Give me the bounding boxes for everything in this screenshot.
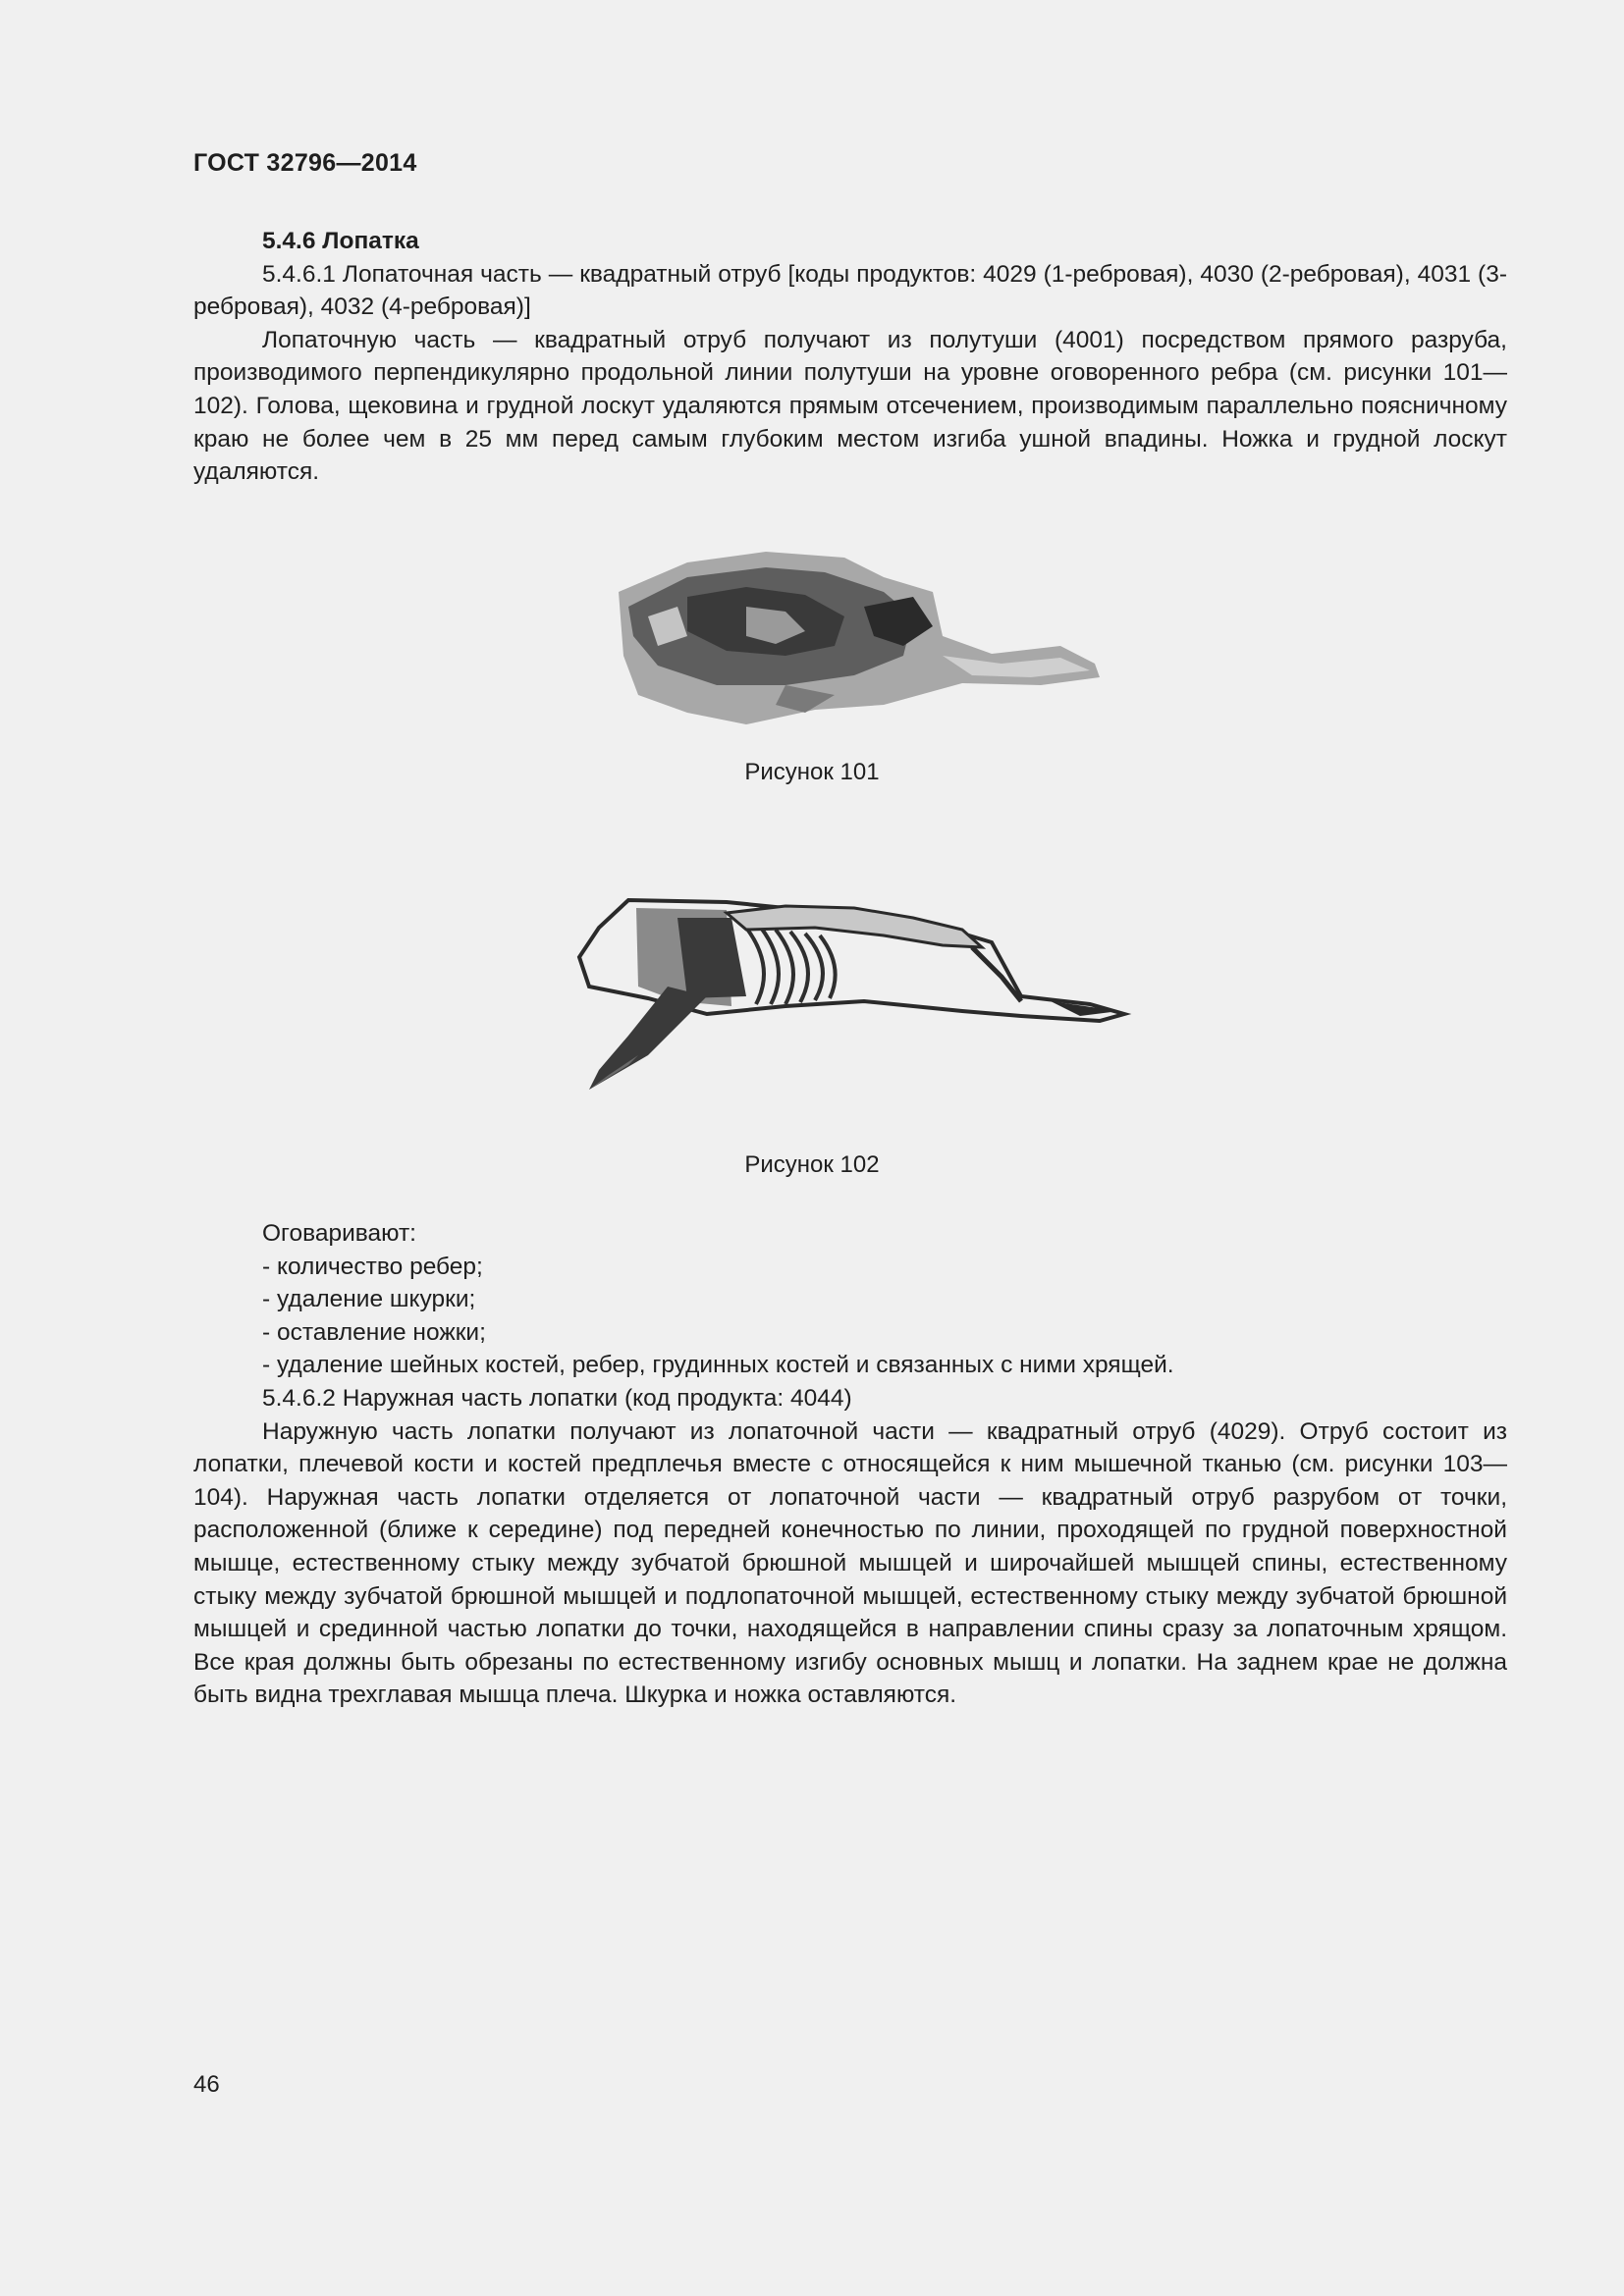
paragraph: Наружную часть лопатки получают из лопаточной части — квадратный отруб (4029). Отруб состоит из лопатки, плечевой кости и костей предплечья вместе с относящейся к ним мышечной тканью (см. рисунки 103—104). Наружная часть лопатки отделяется от лопаточной части — квадратный отруб разрубом от точки, расположенной (ближе к середине) под передней конечностью по линии, проходящей по грудной поверхностной мышце, естественному стыку между зубчатой брюшной мышцей и широчайшей мышцей спины, естественному стыку между зубчатой брюшной мышцей и подлопаточной мышцей, естественному стыку между зубчатой брюшной мышцей и срединной частью лопатки до точки, находящейся в направлении спины сразу за лопаточным хрящом. Все края должны быть обрезаны по естественному изгибу основных мышц и лопатки. На заднем крае не должна быть видна трехглавая мышца плеча. Шкурка и ножка оставляются. <box>193 1417 1507 1709</box>
shoulder-cut-image <box>0 538 1624 734</box>
paragraph: 5.4.6.1 Лопаточная часть — квадратный отруб [коды продуктов: 4029 (1-ребровая), 4030 (2-ребровая), 4031 (3-ребровая), 4032 (4-ребровая)] <box>193 260 1507 321</box>
document-header: ГОСТ 32796—2014 <box>193 149 417 177</box>
section-text-block <box>193 225 1507 489</box>
page-number: 46 <box>193 2071 220 2098</box>
figure-caption: Рисунок 102 <box>744 1151 880 1178</box>
list-item: - удаление шейных костей, ребер, грудинных костей и связанных с ними хрящей. <box>262 1352 1174 1379</box>
figure-101 <box>0 538 1624 734</box>
paragraph: Лопаточную часть — квадратный отруб получают из полутуши (4001) посредством прямого разруба, производимого перпендикулярно продольной линии полутуши на уровне оговоренного ребра (см. рисунки 101—102). Голова, щековина и грудной лоскут удаляются прямым отсечением, производимым параллельно поясничному краю не более чем в 25 мм перед самым глубоким местом изгиба ушной впадины. Ножка и грудной лоскут удаляются. <box>193 326 1507 486</box>
list-item: - удаление шкурки; <box>262 1286 476 1313</box>
list-item: - количество ребер; <box>262 1253 483 1280</box>
section-heading: 5.4.6 Лопатка <box>262 228 419 254</box>
paragraph: 5.4.6.2 Наружная часть лопатки (код продукта: 4044) <box>262 1384 852 1412</box>
figure-102 <box>0 888 1624 1095</box>
figure-caption: Рисунок 101 <box>744 759 880 785</box>
paragraph: Оговаривают: <box>262 1220 416 1247</box>
list-item: - оставление ножки; <box>262 1318 486 1346</box>
shoulder-skeleton-image <box>0 888 1624 1095</box>
section-text-block <box>193 1217 1507 1712</box>
